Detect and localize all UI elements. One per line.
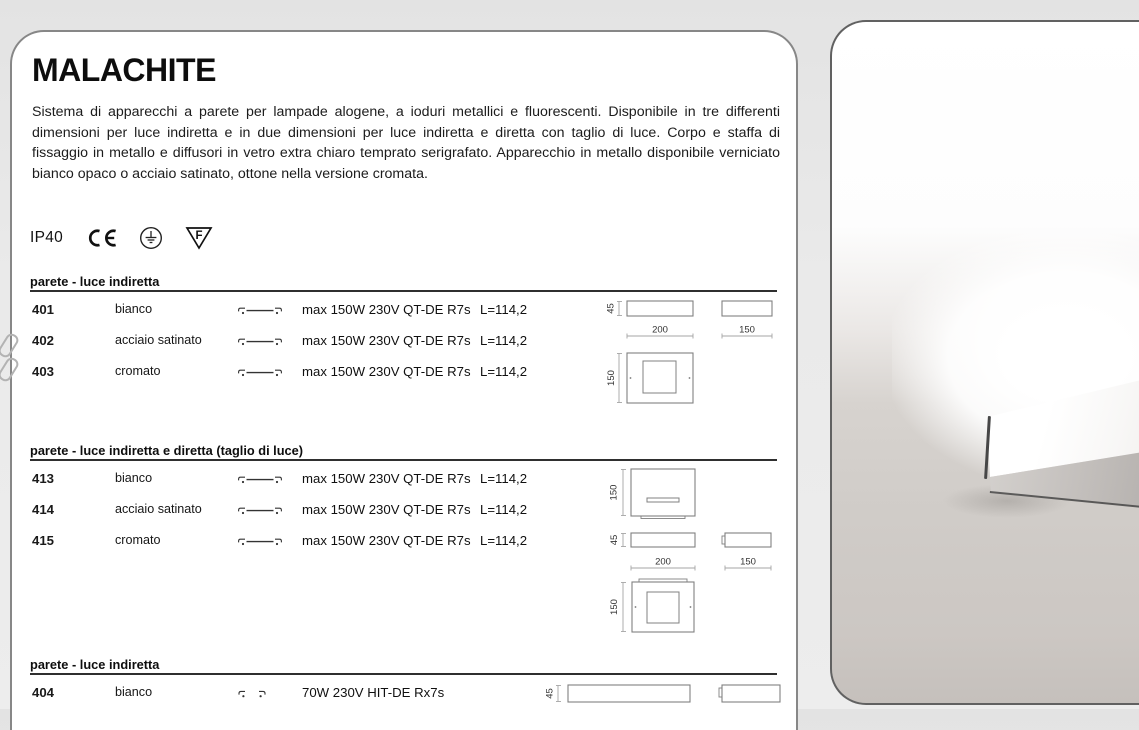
lamp-spec: max 150W 230V QT-DE R7s: [302, 471, 471, 486]
product-code: 402: [32, 333, 55, 348]
double-ended-halogen-lamp-icon: [237, 535, 283, 550]
dim-label-150: 150: [739, 324, 755, 336]
section-rule: [30, 290, 777, 292]
product-code: 403: [32, 364, 55, 379]
product-code: 415: [32, 533, 55, 548]
dim-label-45: 45: [605, 303, 617, 314]
lamp-length: L=114,2: [480, 533, 528, 548]
dimension-diagram-indirect-small: [540, 677, 788, 709]
double-ended-halogen-lamp-icon: [237, 473, 283, 488]
lamp-length: L=114,2: [480, 502, 528, 517]
section-heading: parete - luce indiretta: [30, 274, 160, 289]
lamp-spec: max 150W 230V QT-DE R7s: [302, 302, 471, 317]
section-rule: [30, 459, 777, 461]
dim-label-150: 150: [608, 484, 620, 501]
ce-mark-icon: [87, 228, 117, 248]
double-ended-halogen-lamp-icon: [237, 304, 283, 319]
product-photo-card: [830, 20, 1139, 705]
lamp-spec: max 150W 230V QT-DE R7s: [302, 533, 471, 548]
product-finish: cromato: [115, 364, 161, 378]
product-code: 401: [32, 302, 55, 317]
dim-label-45: 45: [609, 534, 620, 546]
product-finish: bianco: [115, 685, 153, 699]
section-heading: parete - luce indiretta: [30, 657, 160, 672]
ip-rating-label: IP40: [30, 229, 64, 246]
product-finish: bianco: [115, 471, 153, 485]
f-mark-letter: F: [195, 230, 203, 242]
double-ended-halogen-lamp-icon: [237, 504, 283, 519]
product-description: Sistema di apparecchi a parete per lampade alogene, a ioduri metallici e fluorescenti. Disponibile in tre differenti dimensioni per luce indiretta e in due dimensioni per luce indiretta e diretta con taglio di luce. Corpo e staffa di fissaggio in metallo e diffusori in vetro extra chiaro temprato serigrafato. Apparecchio in metallo disponibile verniciato bianco opaco o acciaio satinato, ottone nella versione cromata.: [32, 104, 780, 182]
dim-label-150: 150: [609, 599, 620, 615]
product-finish: cromato: [115, 533, 161, 547]
page-title: MALACHITE: [32, 52, 216, 88]
dim-label-200: 200: [652, 324, 668, 336]
lamp-spec: max 150W 230V QT-DE R7s: [302, 333, 471, 348]
double-ended-halogen-lamp-icon: [237, 335, 283, 350]
wall-lamp-photo: [982, 372, 1139, 517]
product-code: 413: [32, 471, 55, 486]
dimension-diagram-indirect: [597, 295, 782, 410]
dim-label-200: 200: [655, 556, 671, 568]
dim-label-150: 150: [740, 556, 756, 568]
lamp-length: L=114,2: [480, 471, 528, 486]
lamp-spec: max 150W 230V QT-DE R7s: [302, 364, 471, 379]
product-code: 414: [32, 502, 55, 517]
lamp-length: L=114,2: [480, 302, 528, 317]
dim-label-45: 45: [544, 688, 556, 699]
certification-row: [30, 224, 235, 252]
f-mark-triangle-icon: [185, 226, 213, 250]
dim-label-150: 150: [606, 370, 617, 386]
product-finish: acciaio satinato: [115, 502, 202, 516]
double-ended-metal-halide-lamp-icon: [237, 687, 267, 702]
section-heading: parete - luce indiretta e diretta (taglio di luce): [30, 443, 304, 458]
lamp-length: L=114,2: [480, 333, 528, 348]
product-finish: bianco: [115, 302, 153, 316]
lamp-spec: 70W 230V HIT-DE Rx7s: [302, 685, 445, 700]
catalog-page-card: [10, 30, 798, 730]
section-rule: [30, 673, 777, 675]
protection-class-earth-icon: [139, 226, 163, 250]
product-finish: acciaio satinato: [115, 333, 202, 347]
lamp-spec: max 150W 230V QT-DE R7s: [302, 502, 471, 517]
double-ended-halogen-lamp-icon: [237, 366, 283, 381]
dimension-diagram-direct-indirect: [597, 465, 782, 641]
product-code: 404: [32, 685, 55, 700]
lamp-length: L=114,2: [480, 364, 528, 379]
